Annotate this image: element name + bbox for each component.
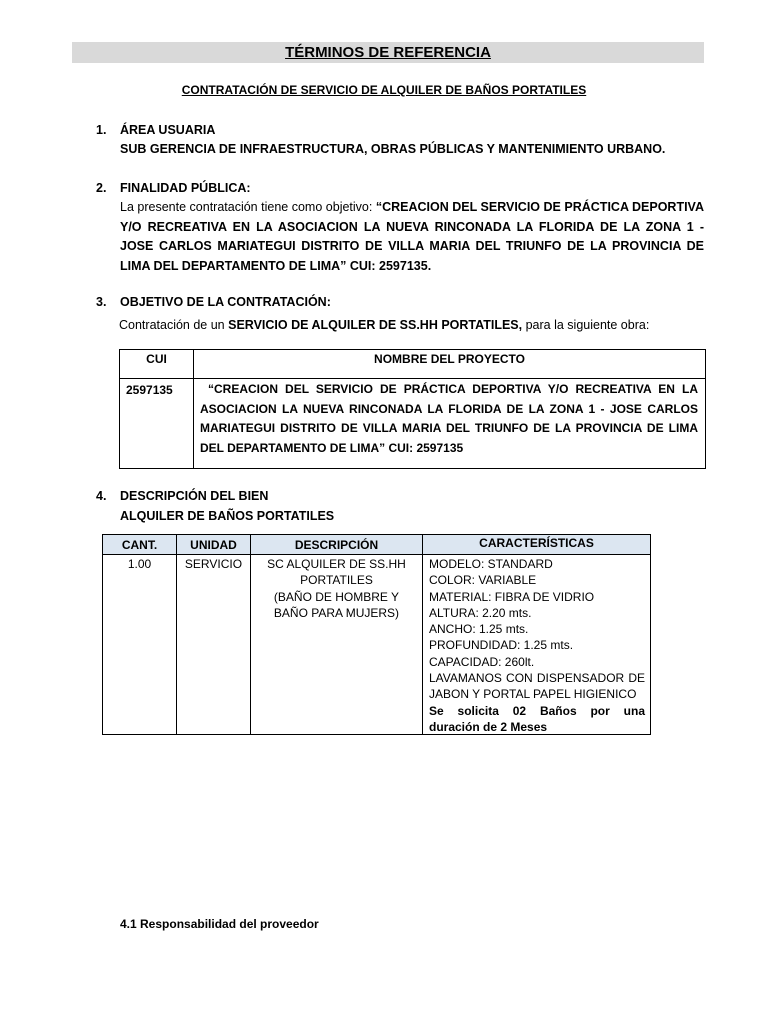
caracteristica-request: Se solicita 02 Baños por una duración de 2 Meses bbox=[429, 703, 645, 734]
goods-table-column-divider bbox=[422, 535, 423, 734]
goods-table-header-divider bbox=[103, 554, 650, 555]
section-1-title: ÁREA USUARIA bbox=[120, 123, 216, 137]
section-3-number: 3. bbox=[96, 295, 107, 309]
section-3-heading bbox=[96, 294, 331, 310]
project-table-header-name: NOMBRE DEL PROYECTO bbox=[374, 352, 525, 366]
caracteristica-item: LAVAMANOS CON DISPENSADOR DE JABON Y PORTAL PAPEL HIGIENICO bbox=[429, 671, 645, 702]
project-table-cell-cui: 2597135 bbox=[126, 383, 173, 397]
caracteristica-item: CAPACIDAD: 260lt. bbox=[429, 654, 535, 669]
section-2-body bbox=[120, 198, 704, 276]
section-4-1-heading: 4.1 Responsabilidad del proveedor bbox=[120, 917, 319, 931]
section-4-number: 4. bbox=[96, 489, 107, 503]
project-table bbox=[119, 349, 706, 469]
section-3-body-service: SERVICIO DE ALQUILER DE SS.HH PORTATILES, bbox=[228, 318, 523, 332]
goods-table-cell-descripcion bbox=[251, 556, 422, 621]
section-2-body-prefix: La presente contratación tiene como objetivo: bbox=[120, 200, 376, 214]
project-table-header-cui: CUI bbox=[146, 352, 167, 366]
document-title: TÉRMINOS DE REFERENCIA bbox=[72, 42, 704, 63]
section-2-body-project: “CREACION DEL SERVICIO DE PRÁCTICA DEPORTIVA Y/O RECREATIVA EN LA ASOCIACION LA NUEVA RINCONADA LA FLORIDA DE LA ZONA 1 - JOSE CARLOS MARIATEGUI DISTRITO DE VILLA MARIA DEL TRIUNFO DE LA PROVINCIA DE LIMA DEL DEPARTAMENTO DE LIMA” bbox=[120, 200, 704, 273]
descripcion-line: (BAÑO DE HOMBRE Y bbox=[273, 589, 400, 604]
section-1-body: SUB GERENCIA DE INFRAESTRUCTURA, OBRAS PÚBLICAS Y MANTENIMIENTO URBANO. bbox=[120, 142, 666, 156]
descripcion-line: PORTATILES bbox=[300, 573, 373, 588]
goods-table-header-cant: CANT. bbox=[121, 538, 158, 552]
caracteristica-item: ALTURA: 2.20 mts. bbox=[429, 605, 532, 620]
document-subtitle: CONTRATACIÓN DE SERVICIO DE ALQUILER DE BAÑOS PORTATILES bbox=[181, 83, 587, 97]
section-2-number: 2. bbox=[96, 181, 107, 195]
caracteristica-item: MATERIAL: FIBRA DE VIDRIO bbox=[429, 589, 595, 604]
project-table-row-divider bbox=[120, 378, 705, 379]
goods-table-header-caracteristicas: CARACTERÍSTICAS bbox=[479, 536, 594, 550]
goods-table-cell-unidad: SERVICIO bbox=[184, 557, 243, 571]
section-3-body bbox=[119, 316, 703, 336]
goods-table-cell-cant: 1.00 bbox=[127, 557, 152, 571]
section-4-subheading: ALQUILER DE BAÑOS PORTATILES bbox=[120, 509, 335, 523]
section-4-title: DESCRIPCIÓN DEL BIEN bbox=[120, 489, 269, 503]
section-4-heading bbox=[96, 488, 268, 504]
caracteristica-item: MODELO: STANDARD bbox=[429, 557, 553, 571]
goods-table-cell-caracteristicas bbox=[429, 556, 645, 735]
caracteristica-item: PROFUNDIDAD: 1.25 mts. bbox=[429, 638, 574, 653]
section-3-title: OBJETIVO DE LA CONTRATACIÓN: bbox=[120, 295, 331, 309]
caracteristica-item: COLOR: VARIABLE bbox=[429, 573, 537, 588]
project-table-column-divider bbox=[193, 350, 194, 468]
section-1-number: 1. bbox=[96, 123, 107, 137]
caracteristica-item: ANCHO: 1.25 mts. bbox=[429, 622, 529, 637]
goods-table-header-unidad: UNIDAD bbox=[190, 538, 237, 552]
descripcion-line: BAÑO PARA MUJERS) bbox=[273, 605, 400, 620]
section-2-body-cui: CUI: 2597135. bbox=[346, 258, 432, 273]
section-1-heading bbox=[96, 122, 215, 138]
section-3-body-suffix: para la siguiente obra: bbox=[522, 318, 650, 332]
project-table-cell-name: “CREACION DEL SERVICIO DE PRÁCTICA DEPORTIVA Y/O RECREATIVA EN LA ASOCIACION LA NUEVA RINCONADA LA FLORIDA DE LA ZONA 1 - JOSE CARLOS MARIATEGUI DISTRITO DE VILLA MARIA DEL TRIUNFO DE LA PROVINCIA DE LIMA DEL DEPARTAMENTO DE LIMA” CUI: 2597135 bbox=[200, 382, 698, 455]
goods-table-header-descripcion: DESCRIPCIÓN bbox=[294, 538, 379, 552]
section-2-heading bbox=[96, 180, 251, 196]
section-2-title: FINALIDAD PÚBLICA: bbox=[120, 181, 251, 195]
section-3-body-prefix: Contratación de un bbox=[119, 318, 229, 332]
goods-table bbox=[102, 534, 651, 735]
descripcion-line: SC ALQUILER DE SS.HH bbox=[267, 557, 406, 571]
